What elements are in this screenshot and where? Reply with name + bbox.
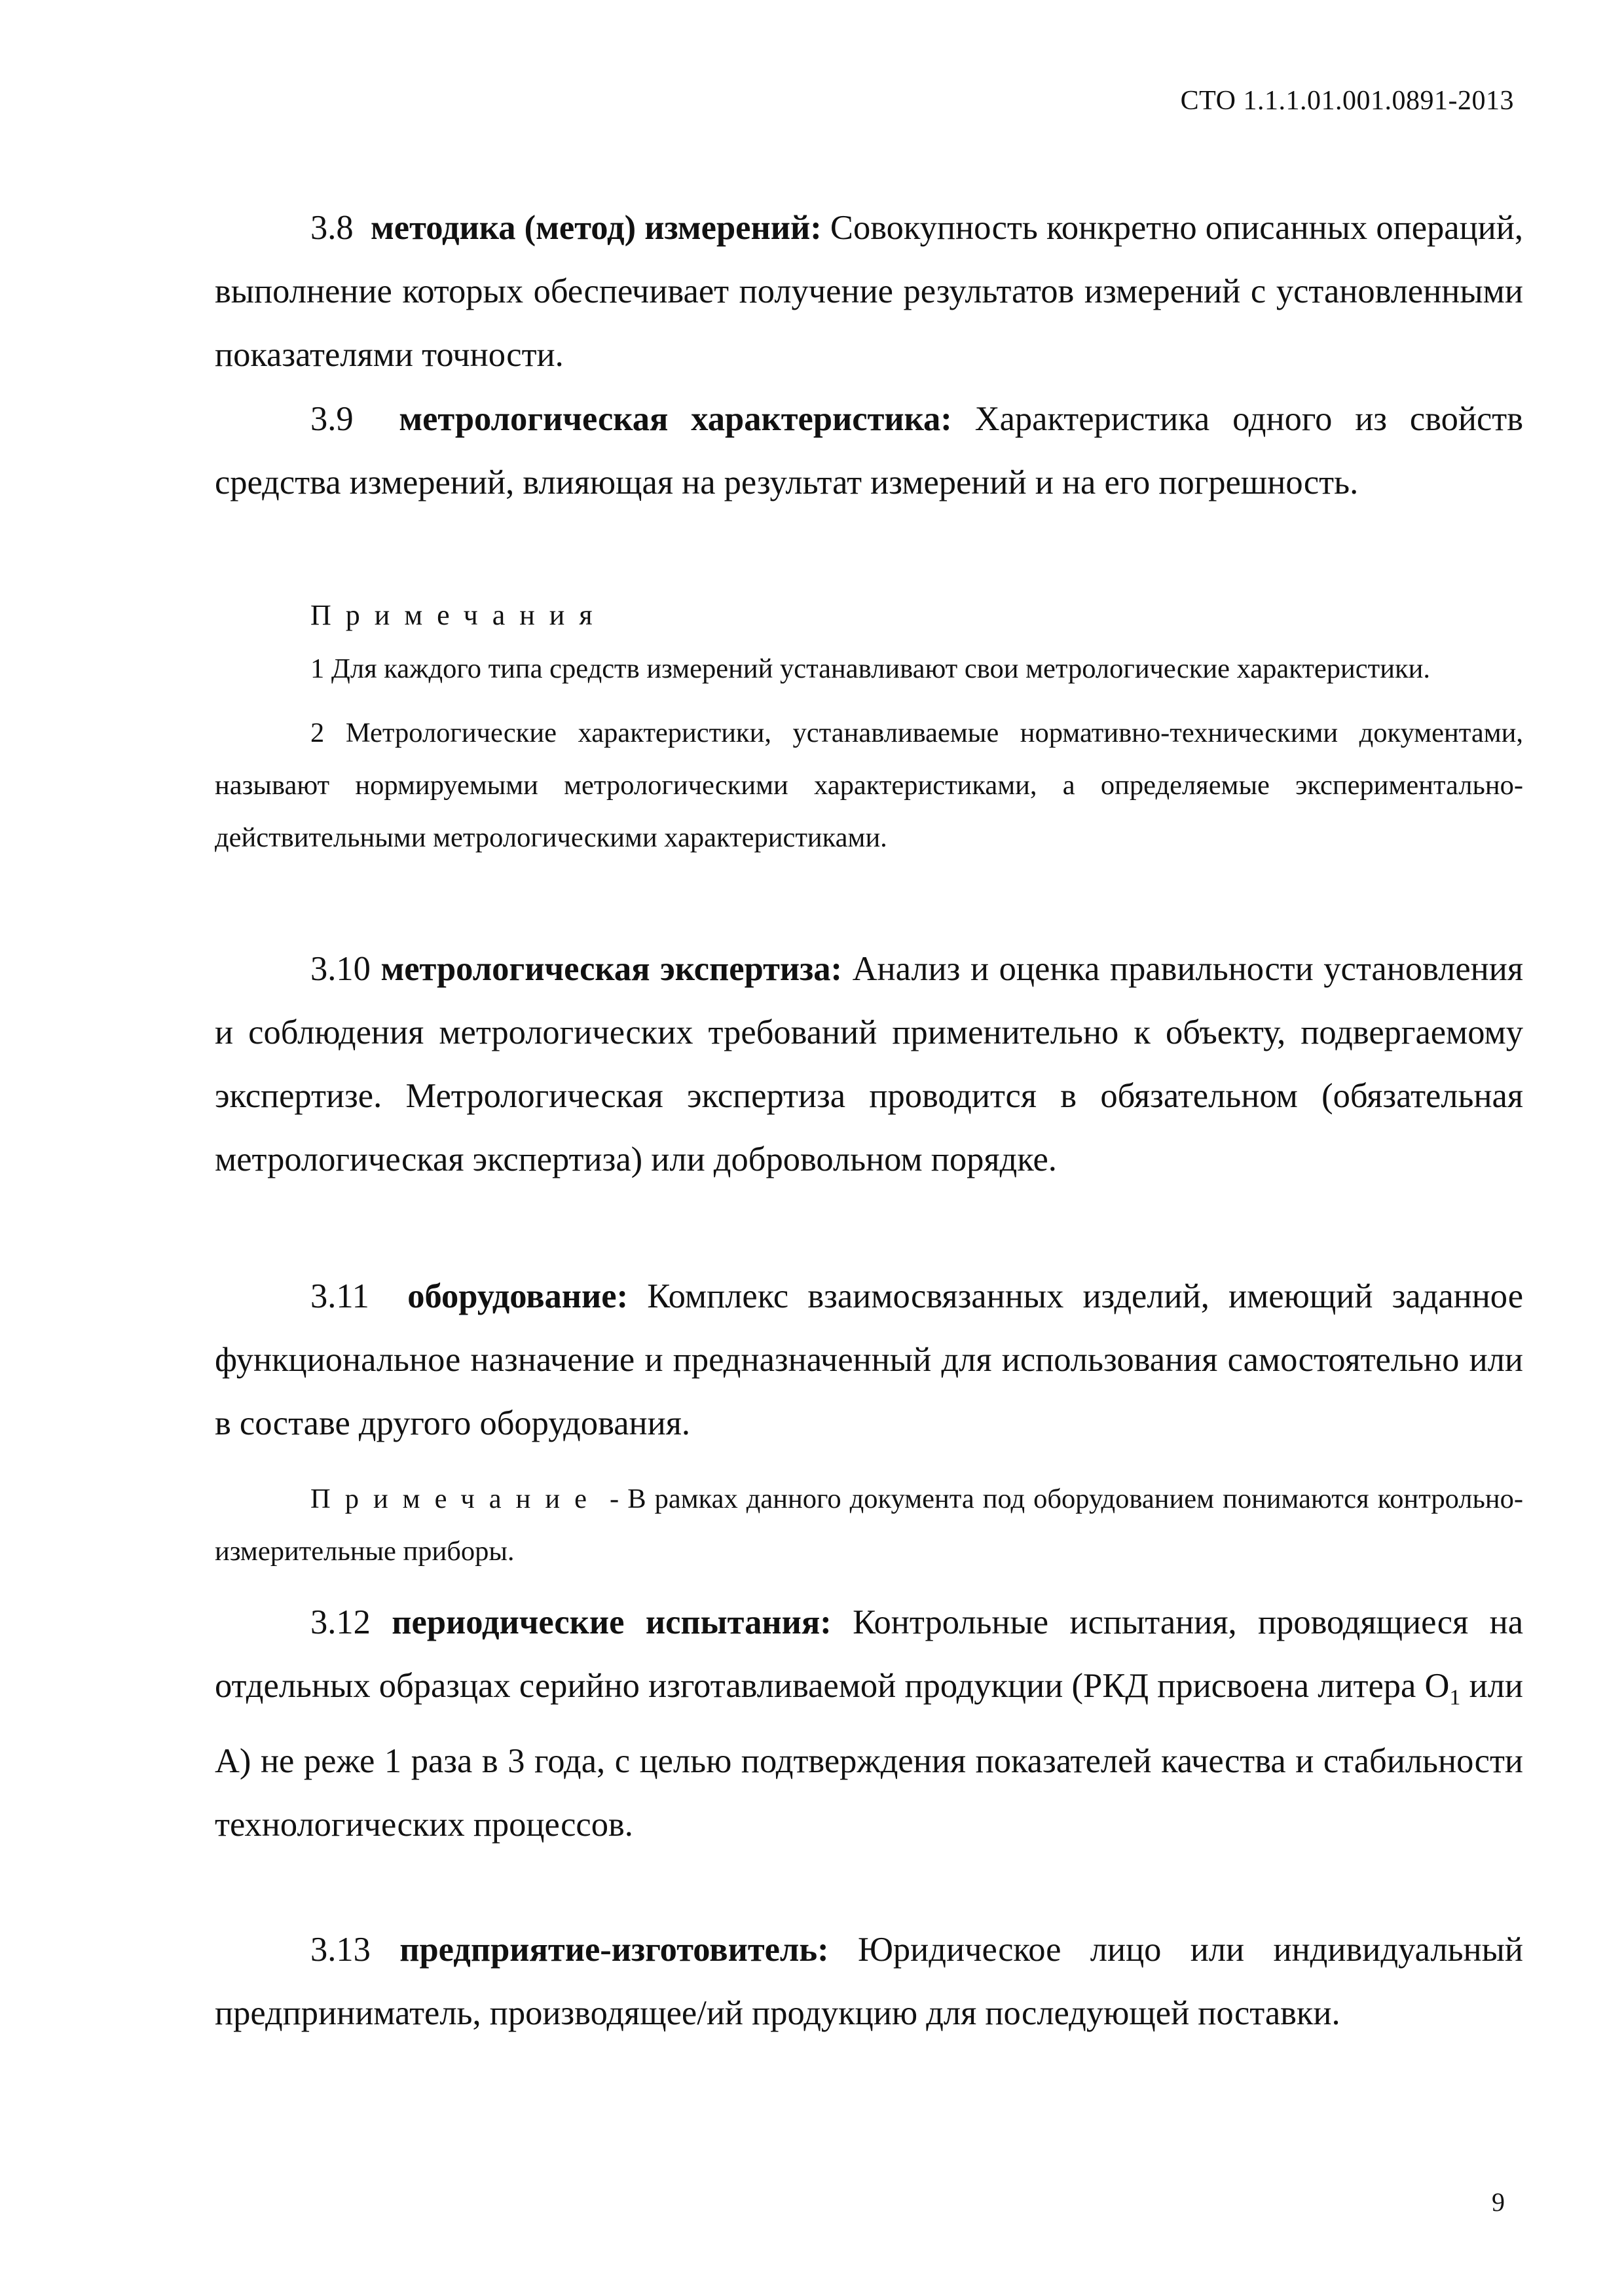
section-number: 3.13 [310, 1931, 371, 1969]
note-body: - В рамках данного документа под оборудованием понимаются контрольно-измерительные приборы. [215, 1484, 1524, 1567]
section-number: 3.8 [310, 209, 354, 247]
term: метрологическая экспертиза: [380, 950, 842, 988]
note-item-2: 2 Метрологические характеристики, устанавливаемые нормативно-техническими документами, называют нормируемыми метрологическими характеристиками, а определяемые экспериментально-действительными метрологическими характеристиками. [215, 718, 1523, 853]
note-text [215, 1473, 1523, 1578]
definition-text: Совокупность конкретно описанных операций, выполнение которых обеспечивает получение результатов измерений с установленными показателями точности. [215, 209, 1523, 374]
note-item-1: 1 Для каждого типа средств измерений устанавливают свои метрологические характеристики. [310, 653, 1430, 684]
subscript: 1 [1449, 1685, 1461, 1710]
document-code: СТО 1.1.1.01.001.0891-2013 [1180, 86, 1514, 116]
notes-block [215, 589, 1523, 864]
term: метрологическая характеристика: [399, 400, 952, 438]
definition-paragraph [215, 938, 1523, 1192]
section-number: 3.10 [310, 950, 371, 988]
section-number: 3.12 [310, 1603, 371, 1641]
page-number: 9 [1492, 2187, 1505, 2217]
definition-text: Юридическое лицо или индивидуальный предприниматель, производящее/ий продукцию для последующей поставки. [215, 1931, 1524, 2032]
section-3-11 [215, 1265, 1523, 1455]
section-3-8 [215, 196, 1523, 387]
section-3-10 [215, 938, 1523, 1192]
term: предприятие-изготовитель: [399, 1931, 829, 1969]
definition-text: Анализ и оценка правильности установления и соблюдения метрологических требований применительно к объекту, подвергаемому экспертизе. Метрологическая экспертиза проводится в обязательном (обязательная метрологическая экспертиза) или добровольном порядке. [215, 950, 1524, 1178]
term: оборудование: [407, 1277, 629, 1315]
notes-heading: Примечания [310, 599, 607, 631]
definition-paragraph [215, 196, 1523, 387]
section-3-9 [215, 388, 1523, 515]
term: методика (метод) измерений: [371, 209, 822, 247]
definition-text: Контрольные испытания, проводящиеся на отдельных образцах серийно изготавливаемой продукции (РКД присвоена литера О [215, 1603, 1524, 1705]
definition-paragraph [215, 388, 1523, 515]
section-number: 3.11 [310, 1277, 369, 1315]
definition-text-continued: или А) не реже 1 раза в 3 года, с целью подтверждения показателей качества и стабильности технологических процессов. [215, 1667, 1524, 1844]
note-label: Примечание [310, 1484, 601, 1514]
definition-paragraph [215, 1591, 1523, 1857]
definition-paragraph [215, 1918, 1523, 2045]
note-block [215, 1473, 1523, 1578]
section-number: 3.9 [310, 400, 354, 438]
definition-paragraph [215, 1265, 1523, 1455]
term: периодические испытания: [392, 1603, 832, 1641]
section-3-12 [215, 1591, 1523, 1857]
section-3-13 [215, 1918, 1523, 2045]
definition-text: Комплекс взаимосвязанных изделий, имеющий заданное функциональное назначение и предназначенный для использования самостоятельно или в составе другого оборудования. [215, 1277, 1524, 1442]
definition-text: Характеристика одного из свойств средства измерений, влияющая на результат измерений и на его погрешность. [215, 400, 1524, 501]
